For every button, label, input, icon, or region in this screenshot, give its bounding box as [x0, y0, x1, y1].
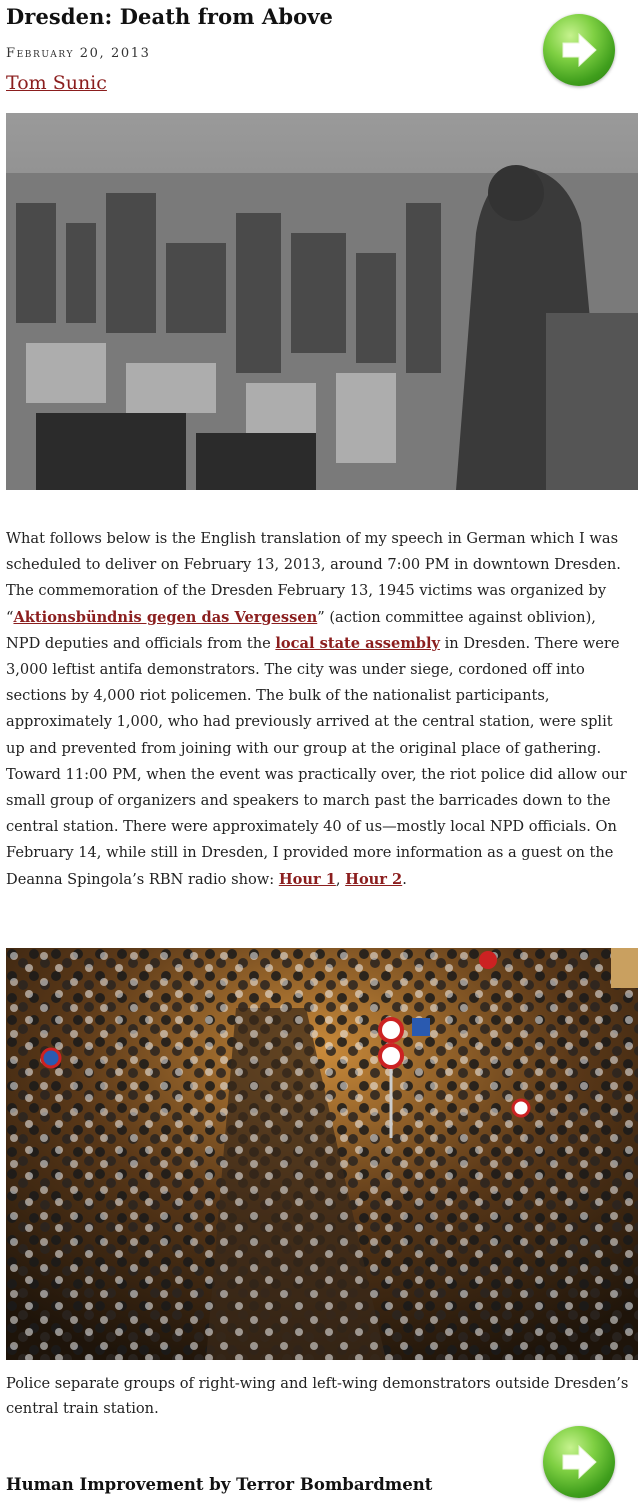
local-state-assembly-link[interactable]: local state assembly — [275, 634, 440, 652]
next-section-button[interactable] — [543, 1426, 615, 1498]
right-arrow-icon — [557, 28, 601, 72]
hour-2-link[interactable]: Hour 2 — [345, 870, 403, 888]
dresden-ruins-photo — [6, 113, 638, 490]
hour-1-link[interactable]: Hour 1 — [278, 870, 336, 888]
article-date: February 20, 2013 — [6, 46, 151, 61]
author-link[interactable]: Tom Sunic — [6, 72, 107, 94]
next-article-button[interactable] — [543, 14, 615, 86]
section-heading: Human Improvement by Terror Bombardment — [6, 1475, 433, 1494]
right-arrow-icon — [557, 1440, 601, 1484]
aktionsbuendnis-link[interactable]: Aktionsbündnis gegen das Vergessen — [13, 608, 318, 626]
photo-caption: Police separate groups of right-wing and left-wing demonstrators outside Dresden’s central train station. — [6, 1375, 629, 1417]
intro-paragraph: What follows below is the English translation of my speech in German which I was scheduled to deliver on February 13, 2013, around 7:00 PM in downtown Dresden. The commemoration of the Dresden February 13, 1945 victims was organized by “Aktionsbündnis gegen das Vergessen” (action committee against oblivion), NPD deputies and officials from the local state assembly in Dresden. There were 3,000 leftist antifa demonstrators. The city was under siege, cordoned off into sections by 4,000 riot policemen. The bulk of the nationalist participants, approximately 1,000, who had previously arrived at the central station, were split up and prevented from joining with our group at the original place of gathering. Toward 11:00 PM, when the event was practically over, the riot police did allow our small group of organizers and speakers to march past the barricades down to the central station. There were approximately 40 of us—mostly local NPD officials. On February 14, while still in Dresden, I provided more information as a guest on the Deanna Spingola’s RBN radio show: Hour 1, Hour 2. — [6, 530, 627, 888]
article-title: Dresden: Death from Above — [6, 4, 333, 29]
police-demonstrators-photo — [6, 948, 638, 1360]
